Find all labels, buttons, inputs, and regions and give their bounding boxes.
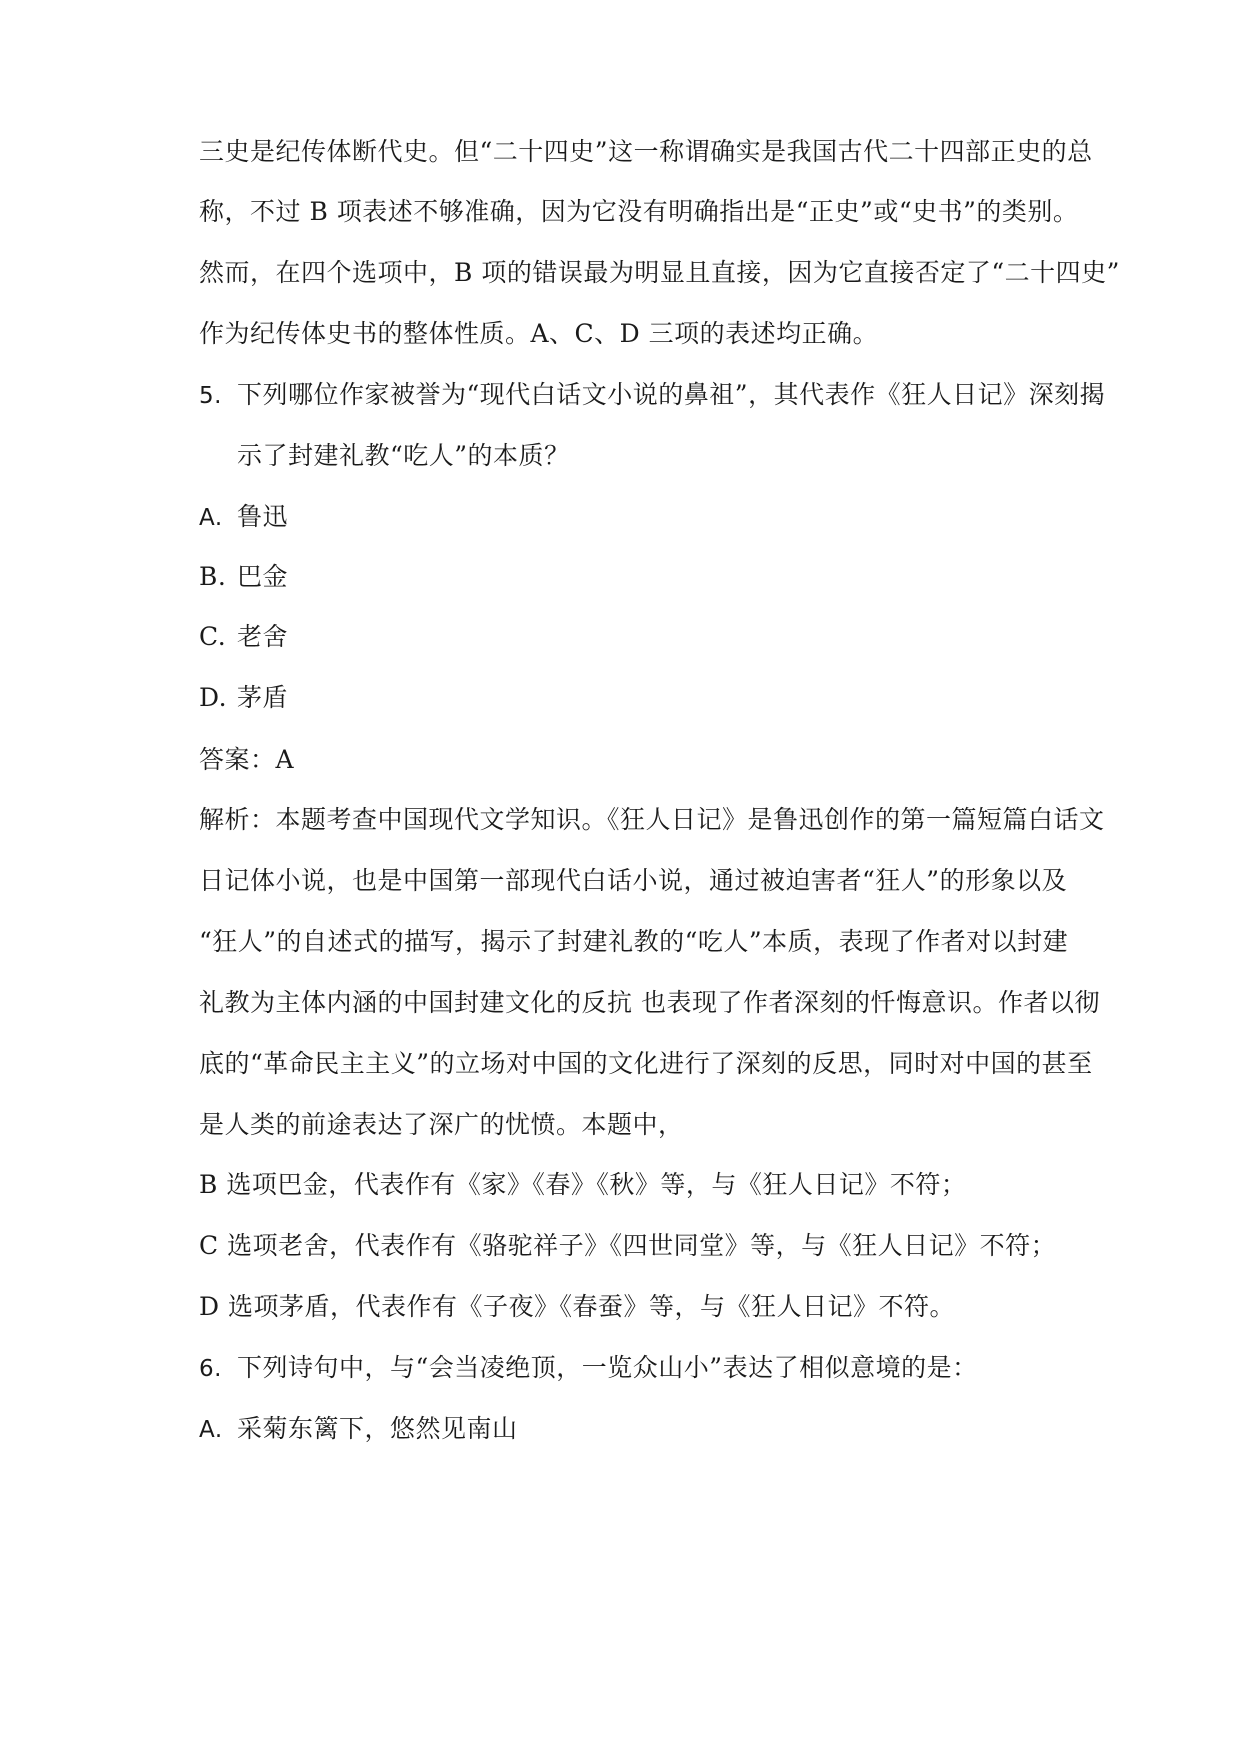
question-5-stem-continued: 示了封建礼教“吃人”的本质？: [237, 441, 570, 470]
question-stem-text: 下列诗句中，与“会当凌绝顶，一览众山小”表达了相似意境的是：: [237, 1353, 978, 1382]
option-a: [199, 502, 288, 533]
option-letter: B.: [199, 562, 227, 591]
option-note: B 选项巴金，代表作有《家》《春》《秋》等，与《狂人日记》不符；: [199, 1170, 967, 1199]
explanation-line: 然而，在四个选项中，B 项的错误最为明显且直接，因为它直接否定了“二十四史”: [199, 258, 1120, 287]
option-b: [199, 562, 288, 592]
question-number: 6.: [199, 1356, 222, 1382]
explanation-line: 称，不过 B 项表述不够准确，因为它没有明确指出是“正史”或“史书”的类别。: [199, 197, 1079, 226]
answer-line: 答案：A: [199, 745, 295, 774]
option-letter: A.: [199, 505, 223, 531]
option-letter: A.: [199, 1417, 223, 1443]
option-text: 老舍: [237, 622, 289, 651]
analysis-line: 礼教为主体内涵的中国封建文化的反抗 也表现了作者深刻的忏悔意识。作者以彻: [199, 988, 1100, 1017]
option-text: 采菊东篱下，悠然见南山: [237, 1414, 518, 1443]
option-c: [199, 622, 288, 652]
option-d: [199, 683, 288, 713]
question-6-stem: [199, 1353, 978, 1384]
option-note: D 选项茅盾，代表作有《子夜》《春蚕》等，与《狂人日记》不符。: [199, 1292, 955, 1321]
analysis-line: 底的“革命民主主义”的立场对中国的文化进行了深刻的反思，同时对中国的甚至: [199, 1049, 1093, 1078]
analysis-line: “狂人”的自述式的描写，揭示了封建礼教的“吃人”本质，表现了作者对以封建: [199, 927, 1069, 956]
option-text: 茅盾: [237, 683, 289, 712]
analysis-line: 日记体小说，也是中国第一部现代白话小说，通过被迫害者“狂人”的形象以及: [199, 866, 1068, 895]
option-letter: D.: [199, 683, 228, 712]
question-5-stem: [199, 380, 1105, 411]
explanation-line: 三史是纪传体断代史。但“二十四史”这一称谓确实是我国古代二十四部正史的总: [199, 137, 1093, 166]
question-stem-text: 下列哪位作家被誉为“现代白话文小说的鼻祖”，其代表作《狂人日记》深刻揭: [237, 380, 1106, 409]
analysis-line: 解析：本题考查中国现代文学知识。《狂人日记》是鲁迅创作的第一篇短篇白话文: [199, 805, 1105, 834]
option-letter: C.: [199, 622, 227, 651]
option-note: C 选项老舍，代表作有《骆驼祥子》《四世同堂》等，与《狂人日记》不符；: [199, 1231, 1057, 1260]
option-text: 鲁迅: [237, 502, 289, 531]
explanation-line: 作为纪传体史书的整体性质。A、C、D 三项的表述均正确。: [199, 319, 879, 348]
question-number: 5.: [199, 383, 222, 409]
option-a: [199, 1414, 518, 1445]
option-text: 巴金: [237, 562, 289, 591]
analysis-line: 是人类的前途表达了深广的忧愤。本题中，: [199, 1110, 684, 1139]
